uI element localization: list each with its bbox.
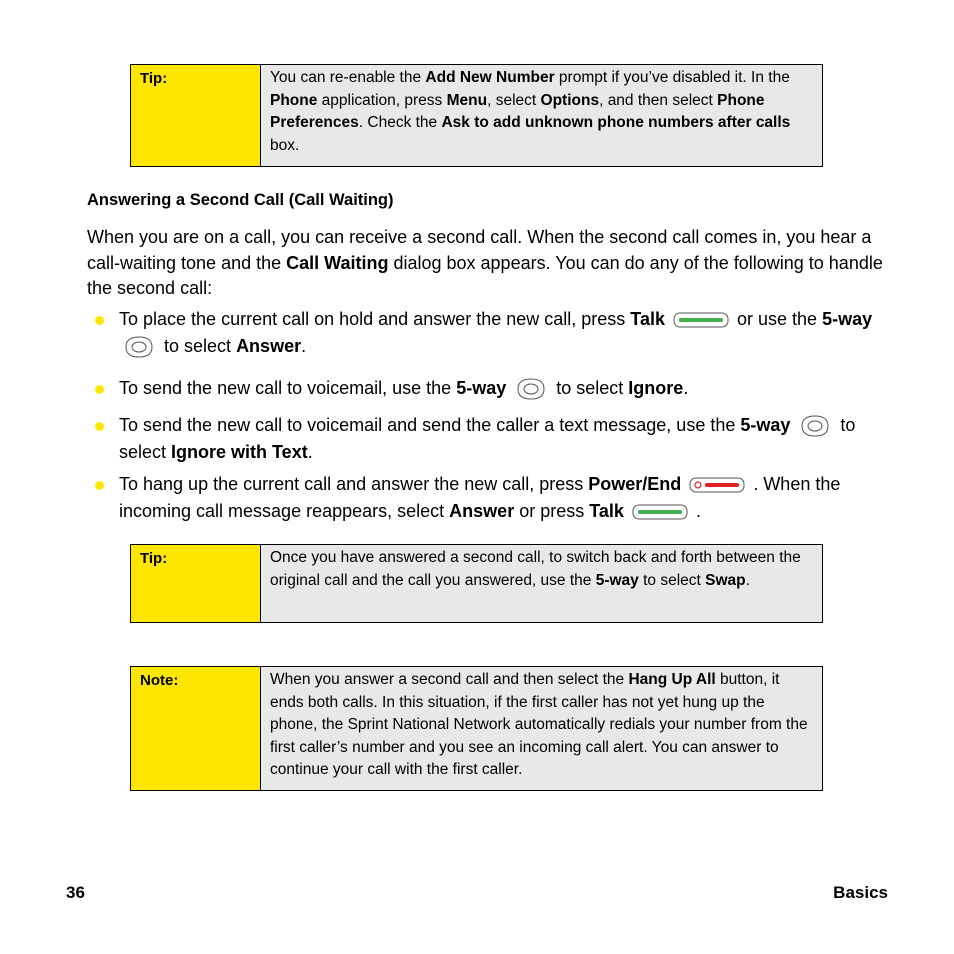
five-way-navigator-icon [798, 414, 832, 438]
five-way-navigator-icon [514, 377, 548, 401]
list-item: To send the new call to voicemail, use the 5-way to select Ignore. [119, 375, 891, 402]
note-text: When you answer a second call and then select the Hang Up All button, it ends both calls. In this situation, if the first caller has not yet hung up the phone, the Sprint National Network automatically redials your number from the first caller’s number and you see an incoming call alert. You can answer to continue your call with the first caller. [261, 667, 822, 790]
bullet-icon [95, 316, 104, 325]
note-callout [130, 666, 823, 791]
tip-text: You can re-enable the Add New Number prompt if you’ve disabled it. In the Phone application, press Menu, select Options, and then select Phone Preferences. Check the Ask to add unknown phone numbers after calls box. [261, 65, 822, 166]
tip-callout [130, 544, 823, 623]
section-name: Basics [833, 883, 888, 902]
tip-label: Tip: [131, 65, 261, 166]
section-heading: Answering a Second Call (Call Waiting) [87, 191, 394, 209]
list-item: To hang up the current call and answer the new call, press Power/End . When the incoming call message reappears, select Answer or press Talk . [119, 471, 891, 525]
power-end-key-icon [689, 476, 745, 494]
bullet-icon [95, 385, 104, 394]
tip-label: Tip: [131, 545, 261, 622]
bullet-icon [95, 422, 104, 431]
intro-paragraph: When you are on a call, you can receive a second call. When the second call comes in, you hear a call-waiting tone and the Call Waiting dialog box appears. You can do any of the following to handle the second call: [87, 227, 883, 298]
talk-key-icon [673, 311, 729, 329]
list-item: To place the current call on hold and answer the new call, press Talk or use the 5-way to select Answer. [119, 306, 891, 360]
page-number: 36 [66, 883, 85, 902]
note-label: Note: [131, 667, 261, 790]
five-way-navigator-icon [122, 335, 156, 359]
list-item: To send the new call to voicemail and send the caller a text message, use the 5-way to select Ignore with Text. [119, 412, 891, 466]
tip-callout [130, 64, 823, 167]
talk-key-icon [632, 503, 688, 521]
tip-text: Once you have answered a second call, to switch back and forth between the original call and the call you answered, use the 5-way to select Swap. [261, 545, 822, 622]
bullet-icon [95, 481, 104, 490]
